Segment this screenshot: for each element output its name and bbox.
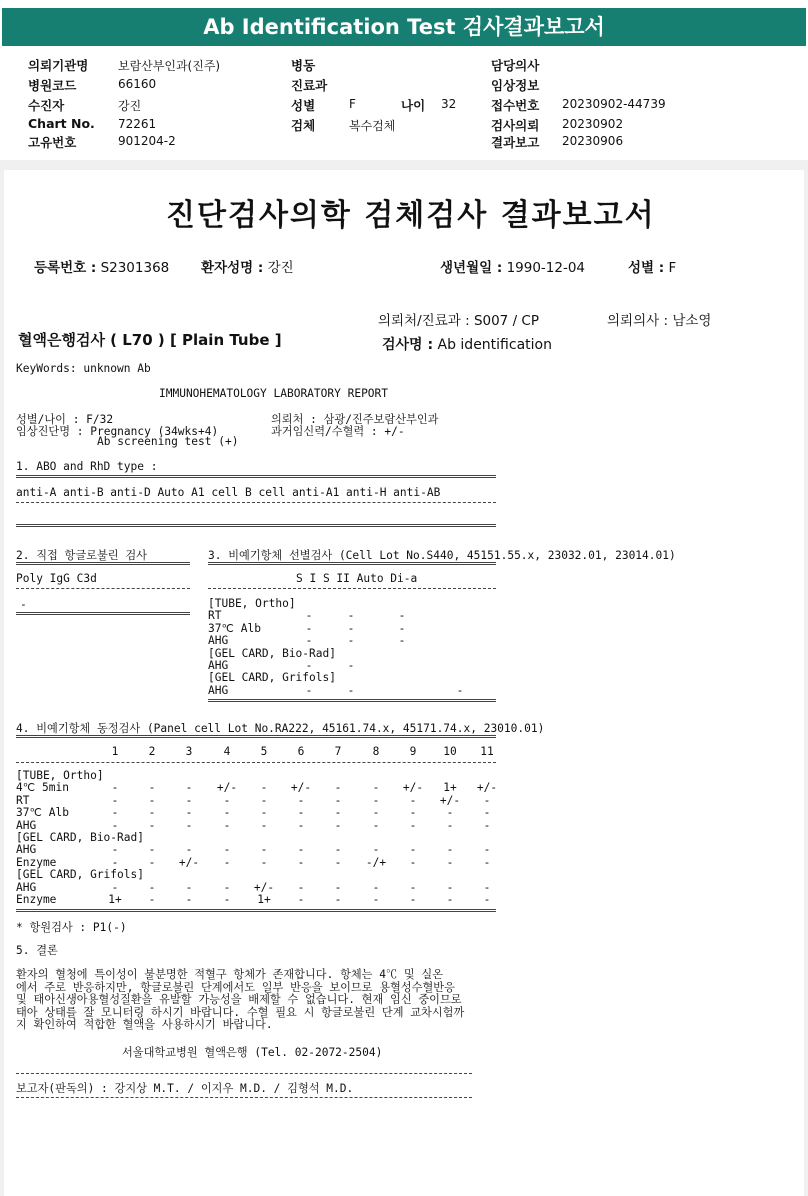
exam-group: 혈액은행검사 ( L70 ) [ Plain Tube ] — [18, 331, 282, 349]
panel-cell: - — [185, 893, 193, 906]
request-info-header — [0, 48, 808, 160]
panel-cell: +/- — [476, 781, 498, 795]
panel-cell: - — [483, 806, 491, 820]
institution-label: 의뢰기관명 — [28, 58, 89, 73]
registration-no: 등록번호 : S2301368 — [34, 260, 170, 276]
rule — [16, 909, 496, 912]
ward-label: 병동 — [291, 58, 316, 73]
screening-cell: - — [305, 634, 313, 648]
panel-col-header: 1 — [111, 745, 119, 758]
clinical-info-label: 임상정보 — [491, 78, 540, 93]
panel-cell: - — [372, 818, 380, 832]
panel-cell: - — [111, 806, 119, 820]
conclusion-line: 태아 상태를 잘 모니터링 하시기 바랍니다. 수혈 필요 시 항글로불린 단계 교차시험까 — [16, 1005, 465, 1019]
sex-label: 성별 — [291, 98, 316, 113]
conclusion-line: 에서 주로 반응하지만, 항글로불린 단계에서도 일부 반응을 보이므로 용혈성수혈반응 — [16, 980, 455, 994]
panel-cell: - — [334, 793, 342, 807]
department-label: 진료과 — [291, 78, 328, 93]
panel-cell: - — [223, 806, 231, 820]
clinical-diagnosis-2: Ab screening test (+) — [97, 435, 239, 448]
panel-row-label: [TUBE, Ortho] — [16, 769, 104, 782]
panel-cell: - — [409, 880, 417, 894]
panel-cell: - — [148, 793, 156, 807]
patient-name: 환자성명 : 강진 — [201, 260, 294, 276]
request-date-label: 검사의뢰 — [491, 118, 540, 133]
screening-cell: - — [398, 634, 406, 648]
panel-cell: - — [409, 855, 417, 869]
clinical-diagnosis: 임상진단명 : Pregnancy (34wks+4) — [16, 425, 219, 438]
referral-line: 의뢰처 : 삼광/진주보람산부인과 — [271, 413, 439, 426]
panel-col-header: 4 — [223, 745, 231, 758]
panel-cell: -/+ — [365, 855, 387, 869]
chart-no-value: 72261 — [118, 117, 157, 131]
panel-cell: - — [260, 843, 268, 857]
referral-dept: 의뢰처/진료과 : S007 / CP — [378, 313, 539, 329]
panel-cell: - — [185, 843, 193, 857]
screening-row-label: AHG — [208, 683, 229, 697]
screening-cell: - — [305, 683, 313, 697]
panel-cell: - — [409, 893, 417, 906]
rule — [16, 612, 190, 615]
panel-cell: - — [334, 781, 342, 795]
rule — [208, 699, 496, 702]
panel-row-label: AHG — [16, 880, 37, 894]
screening-cell: - — [347, 634, 355, 648]
panel-cell: - — [372, 893, 380, 906]
screening-cell: - — [305, 609, 313, 623]
panel-col-header: 2 — [148, 745, 156, 758]
screening-cell: - — [305, 659, 313, 672]
section-2-title: 2. 직접 항글로불린 검사 — [16, 549, 147, 562]
screening-row-label: [GEL CARD, Grifols] — [208, 671, 336, 685]
panel-cell: - — [260, 793, 268, 807]
age-value: 32 — [441, 97, 457, 111]
panel-cell: - — [148, 818, 156, 832]
screening-row-label: RT — [208, 609, 222, 623]
panel-cell: - — [446, 880, 454, 894]
panel-cell: - — [334, 880, 342, 894]
panel-cell: - — [297, 793, 305, 807]
accession-value: 20230902-44739 — [562, 97, 666, 111]
abo-header: anti-A anti-B anti-D Auto A1 cell B cell anti-A1 anti-H anti-AB — [16, 486, 441, 499]
screening-row-label: [GEL CARD, Bio-Rad] — [208, 646, 336, 660]
institution-value: 보람산부인과(진주) — [118, 59, 221, 73]
screening-cell: - — [347, 683, 355, 697]
screening-cell: - — [347, 659, 355, 672]
rule — [16, 475, 496, 478]
panel-cell: - — [446, 855, 454, 869]
panel-cell: - — [260, 781, 268, 795]
panel-cell: - — [297, 880, 305, 894]
panel-cell: - — [185, 818, 193, 832]
panel-cell: - — [223, 843, 231, 857]
panel-cell: 1+ — [108, 893, 122, 906]
screening-cell: - — [398, 621, 406, 635]
panel-cell: - — [185, 806, 193, 820]
panel-cell: - — [148, 781, 156, 795]
screening-cell: - — [347, 609, 355, 623]
panel-cell: - — [111, 880, 119, 894]
referring-doctor: 의뢰의사 : 남소영 — [607, 313, 712, 329]
request-date-value: 20230902 — [562, 117, 624, 131]
antigen-test: * 항원검사 : P1(-) — [16, 921, 127, 934]
dat-value: - — [20, 598, 27, 611]
screening-cell: - — [456, 683, 464, 697]
age-label: 나이 — [401, 98, 426, 113]
panel-cell: - — [372, 880, 380, 894]
panel-cell: - — [483, 793, 491, 807]
reporter-line: 보고자(판독의) : 강지상 M.T. / 이지우 M.D. / 김형석 M.D. — [16, 1082, 354, 1095]
rule — [16, 524, 496, 527]
panel-cell: - — [372, 781, 380, 795]
panel-col-header: 5 — [260, 745, 268, 758]
panel-cell: - — [409, 843, 417, 857]
report-title: 진단검사의학 검체검사 결과보고서 — [166, 198, 656, 233]
accession-label: 접수번호 — [491, 98, 540, 113]
panel-cell: 1+ — [257, 893, 271, 906]
screening-row-label: AHG — [208, 659, 229, 672]
hospital-code-value: 66160 — [118, 77, 157, 91]
panel-cell: - — [372, 793, 380, 807]
panel-col-header: 10 — [443, 745, 457, 758]
panel-row-label: AHG — [16, 818, 37, 832]
patient-value: 강진 — [118, 99, 142, 113]
panel-cell: - — [483, 818, 491, 832]
patient-label: 수진자 — [28, 98, 65, 113]
panel-row-label: 4℃ 5min — [16, 781, 69, 795]
rule — [16, 1097, 472, 1098]
panel-cell: - — [223, 793, 231, 807]
panel-cell: - — [223, 855, 231, 869]
panel-cell: - — [483, 893, 491, 906]
report-date-label: 결과보고 — [491, 135, 540, 150]
panel-col-header: 6 — [297, 745, 305, 758]
panel-cell: - — [185, 880, 193, 894]
panel-col-header: 11 — [480, 745, 494, 758]
conclusion-line: 지 확인하여 적합한 혈액을 사용하시기 바랍니다. — [16, 1018, 273, 1032]
sex-value: F — [349, 97, 356, 111]
physician-label: 담당의사 — [491, 58, 540, 73]
panel-cell: - — [297, 855, 305, 869]
banner-title: Ab Identification Test 검사결과보고서 — [2, 8, 806, 46]
panel-cell: - — [223, 880, 231, 894]
scanned-report — [4, 170, 804, 1196]
screening-cell: - — [398, 609, 406, 623]
blood-bank-signature: 서울대학교병원 혈액은행 (Tel. 02-2072-2504) — [122, 1046, 383, 1059]
report-sex: 성별 : F — [628, 260, 677, 276]
panel-cell: 1+ — [443, 781, 457, 795]
panel-col-header: 3 — [185, 745, 193, 758]
panel-cell: - — [409, 793, 417, 807]
panel-cell: - — [148, 806, 156, 820]
panel-cell: - — [334, 818, 342, 832]
panel-col-header: 9 — [409, 745, 417, 758]
report-date-value: 20230906 — [562, 134, 624, 148]
panel-cell: - — [185, 793, 193, 807]
panel-cell: +/- — [216, 781, 238, 795]
panel-cell: +/- — [178, 855, 200, 869]
unique-no-value: 901204-2 — [118, 134, 176, 148]
panel-cell: +/- — [253, 880, 275, 894]
panel-cell: +/- — [439, 793, 461, 807]
dat-header: Poly IgG C3d — [16, 572, 97, 585]
panel-col-header: 7 — [334, 745, 342, 758]
specimen-label: 검체 — [291, 118, 316, 133]
hospital-code-label: 병원코드 — [28, 78, 77, 93]
panel-cell: - — [111, 793, 119, 807]
screening-cell: - — [305, 621, 313, 635]
history-line: 과거임신력/수혈력 : +/- — [271, 425, 405, 438]
panel-cell: - — [483, 843, 491, 857]
unique-no-label: 고유번호 — [28, 135, 77, 150]
screening-header: S I S II Auto Di-a — [296, 572, 418, 585]
panel-cell: +/- — [290, 781, 312, 795]
panel-cell: - — [260, 806, 268, 820]
screening-row-label: [TUBE, Ortho] — [208, 597, 296, 610]
panel-cell: - — [446, 818, 454, 832]
specimen-value: 복수검체 — [349, 119, 396, 133]
panel-cell: - — [483, 855, 491, 869]
panel-cell: +/- — [402, 781, 424, 795]
section-1-title: 1. ABO and RhD type : — [16, 460, 158, 473]
panel-cell: - — [148, 893, 156, 906]
exam-name: 검사명 : Ab identification — [382, 337, 552, 353]
panel-cell: - — [334, 806, 342, 820]
panel-row-label: Enzyme — [16, 855, 57, 869]
panel-row-label: [GEL CARD, Bio-Rad] — [16, 831, 144, 844]
panel-cell: - — [483, 880, 491, 894]
panel-cell: - — [297, 843, 305, 857]
panel-cell: - — [297, 893, 305, 906]
rule — [16, 1073, 472, 1074]
sex-age-line: 성별/나이 : F/32 — [16, 413, 114, 426]
section-3-title: 3. 비예기항체 선별검사 (Cell Lot No.S440, 45151.55.x, 23032.01, 23014.01) — [208, 549, 676, 562]
panel-cell: - — [409, 818, 417, 832]
birth-date: 생년월일 : 1990-12-04 — [440, 260, 586, 276]
panel-cell: - — [260, 818, 268, 832]
panel-cell: - — [148, 843, 156, 857]
panel-cell: - — [297, 806, 305, 820]
conclusion-line: 환자의 혈청에 특이성이 불분명한 적혈구 항체가 존재합니다. 항체는 4℃ 및 실온 — [16, 968, 444, 981]
panel-cell: - — [372, 843, 380, 857]
panel-cell: - — [446, 843, 454, 857]
keywords: KeyWords: unknown Ab — [16, 362, 151, 375]
panel-cell: - — [111, 855, 119, 869]
conclusion-line: 및 태아신생아용혈성질환을 유발할 가능성을 배제할 수 없습니다. 현재 임신 중이므로 — [16, 993, 462, 1007]
panel-cell: - — [372, 806, 380, 820]
panel-cell: - — [148, 880, 156, 894]
rule — [16, 588, 190, 589]
panel-cell: - — [111, 843, 119, 857]
report-banner — [0, 0, 808, 48]
lab-title: IMMUNOHEMATOLOGY LABORATORY REPORT — [159, 387, 389, 400]
panel-cell: - — [334, 893, 342, 906]
screening-row-label: 37℃ Alb — [208, 621, 261, 635]
chart-no-label: Chart No. — [28, 116, 95, 131]
screening-cell: - — [347, 621, 355, 635]
panel-cell: - — [111, 781, 119, 795]
panel-cell: - — [111, 818, 119, 832]
panel-cell: - — [223, 893, 231, 906]
panel-cell: - — [223, 818, 231, 832]
panel-cell: - — [297, 818, 305, 832]
rule — [16, 502, 496, 503]
panel-cell: - — [185, 781, 193, 795]
panel-row-label: RT — [16, 793, 30, 807]
rule — [16, 735, 496, 738]
rule — [16, 562, 190, 565]
panel-row-label: Enzyme — [16, 893, 57, 906]
panel-cell: - — [446, 806, 454, 820]
panel-row-label: AHG — [16, 843, 37, 857]
panel-row-label: 37℃ Alb — [16, 806, 69, 820]
panel-cell: - — [446, 893, 454, 906]
screening-row-label: AHG — [208, 634, 229, 648]
panel-row-label: [GEL CARD, Grifols] — [16, 868, 144, 882]
rule — [208, 588, 496, 589]
panel-cell: - — [409, 806, 417, 820]
section-5-title: 5. 결론 — [16, 944, 58, 957]
panel-cell: - — [148, 855, 156, 869]
section-4-title: 4. 비예기항체 동정검사 (Panel cell Lot No.RA222, 45161.74.x, 45171.74.x, 23010.01) — [16, 722, 545, 735]
panel-col-header: 8 — [372, 745, 380, 758]
panel-cell: - — [260, 855, 268, 869]
rule — [16, 762, 496, 763]
panel-cell: - — [334, 855, 342, 869]
panel-cell: - — [334, 843, 342, 857]
rule — [208, 562, 496, 565]
